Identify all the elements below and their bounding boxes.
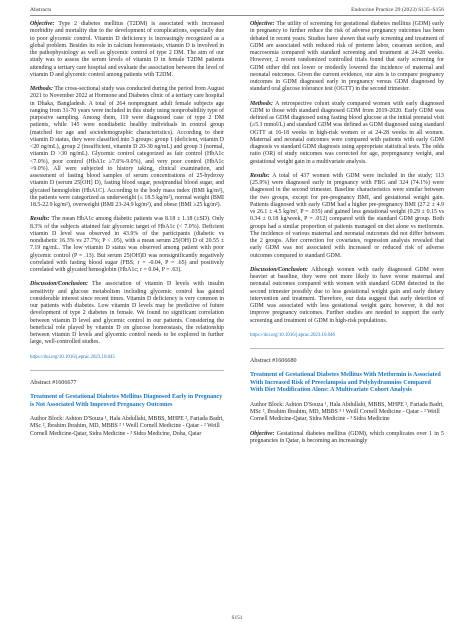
doi-link[interactable]: https://doi.org/10.1016/j.eprac.2023.10.046: [250, 332, 335, 338]
author-block: Author Block: Ashton D'Souza ¹, Hala Abdullahi, MBBS, MHPE ², Fariada Badri, MSc ², Ibrahim Ibrahim, MD, MBBS ³ ¹ Weill Cornell Medicine - Qatar - ² Weill Cornell Medicine-Qatar, Sidra Medicine - ³ Sidra Medicine: [250, 401, 444, 423]
discussion-text: Although women with early diagnosed GDM were heavier at baseline, they were not more likely to have worse maternal and neonatal outcomes compared with women with standard GDM detected in the second trimester possibly due to less gestational weight gain and early dietary intervention and treatment. Therefore, our data suggest that early detection of GDM was associated with less gestational weight gain; however, it did not improve pregnancy outcomes. Further studies are needed to support the early screening and treatment of GDM in high-risk populations.: [250, 266, 444, 324]
abstract-number: Abstract #1606680: [250, 358, 297, 364]
discussion-text: The association of vitamin D levels with insulin sensitivity and glucose metabolism including glycemic control has gained considerable interest since recent times. Vitamin D deficiency is very common in our patients with diabetes. Low vitamin D levels may be predictive of future development of type 2 diabetes in female. We found no significant correlation between vitamin D level and glycemic control in our patients. Considering the beneficial role played by vitamin D on glucose homeostasis, the relationship between vitamin D levels and glycemic control needs to be explored in further large, well-controlled studies.: [30, 281, 224, 346]
doi-link[interactable]: https://doi.org/10.1016/j.eprac.2023.10.045: [30, 354, 115, 360]
methods-paragraph: [30, 86, 224, 209]
right-column: [250, 21, 444, 452]
abstract-divider: [30, 370, 224, 371]
abstract-title: Treatment of Gestational Diabetes Mellitus Diagnosed Early in Pregnancy is Not Associated With Improved Pregnancy Outcomes: [30, 394, 223, 408]
objective-paragraph: [250, 431, 444, 446]
discussion-label: Discussion/Conclusion:: [30, 281, 88, 288]
objective-paragraph: [30, 21, 224, 79]
discussion-label: Discussion/Conclusion:: [250, 266, 308, 273]
author-block: Author Block: Ashton D'Souza ¹, Hala Abdullahi, MBBS, MHPE ², Fariada Badri, MSc ², Ibrahim Ibrahim, MD, MBBS ² ¹ Weill Cornell Medicine - Qatar - ² Weill Cornell Medicine-Qatar, Sidra Medicine - ³ Sidra Medicine, Doha, Qatar: [30, 416, 224, 437]
discussion-paragraph: [30, 281, 224, 346]
abstract-title: Treatment of Gestational Diabetes Mellitus With Metformin is Associated With Increased Risk of Preeclampsia and Polyhydramnios Compared With Diet Modification Alone: A Multivariate Cohort Analysis: [250, 372, 441, 394]
methods-paragraph: [250, 101, 444, 166]
objective-paragraph: [250, 21, 444, 94]
results-text: A total of 437 women with GDM were included in the study; 113 (25.9%) were diagnosed early in pregnancy with FBG and 324 (74.1%) were diagnosed in the second trimester. Baseline characteristics were similar between the two groups, except for pre-pregnancy BMI, and gestational weight gain. Patients diagnosed with early GDM had a higher pre-pregnancy BMI (27.2 ± 4.9 vs 26.1 ± 4.5 kg/m², P = .035) and gained less gestational weight (0.29 ± 0.15 vs 0.34 ± 0.18 kg/week, P = .012) compared with the standard GDM group. Both groups had a similar proportion of patients managed on diet alone vs metformin. The incidence of various maternal and neonatal outcomes did not differ between the 2 groups. After correction for covariates, regression analysis revealed that early GDM was not associated with increased or reduced risk of adverse outcomes compared to standard GDM.: [250, 172, 444, 259]
left-column: [30, 21, 224, 445]
header-divider: [30, 15, 444, 16]
abstract-number: Abstract #1606677: [30, 379, 77, 386]
page-number: S151: [231, 615, 243, 621]
methods-label: Methods:: [30, 86, 53, 92]
objective-label: Objective:: [30, 21, 55, 27]
objective-text: The utility of screening for gestational diabetes mellitus (GDM) early in pregnancy to further reduce the risk of adverse pregnancy outcomes has been debated in recent years. Studies have shown that early screening and treatment of GDM are associated with reduced risk of preterm labor, cesarean section, and macrosomia compared with standard screening and treatment at 24-28 weeks. However, 2 recent randomized controlled trials found that early screening for GDM either did not lower or modestly lowered the incidence of maternal and neonatal outcomes. Given the current evidence, our aim is to compare pregnancy outcomes in GDM diagnosed early in pregnancy versus GDM diagnosed by standard oral glucose tolerance test (OGTT) in the second trimester.: [250, 21, 444, 93]
abstract-divider: [250, 348, 444, 349]
objective-label: Objective:: [250, 21, 275, 27]
results-paragraph: [30, 216, 224, 274]
results-paragraph: [250, 173, 444, 260]
objective-text: Type 2 diabetes mellitus (T2DM) is associated with increased morbidity and mortality due to the development of complications, especially due to poor glycemic control. Vitamin D deficiency is increasingly recognized as a global problem. Besides its role in calcium homeostasis, vitamin D is involved in the pathophysiology as well as glycemic control of type 2 DM. The aim of our study was to assess the serum levels of vitamin D in female T2DM patients attending a tertiary care hospital and evaluate the association between the level of vitamin D and glycemic control among patients with T2DM.: [30, 21, 224, 78]
results-text: The mean HbA1c among diabetic patients was 8.18 ± 1.18 (±SD). Only 8.3% of the subjects attained fair glycemic target of HbA1c (< 7.0%). Deficient vitamin D level was observed in 43.9% of the participants (diabetic vs nondiabetic 16.3% vs 27.7%; P < .05), with a mean serum 25(OH) D of 20.55 ± 7.19 ng/mL. The low vitamin D status was observed among patient with poor glycemic control (P = .13). But serum 25(OH)D was nonsignificantly negatively correlated with fasting blood sugar (FBS; r = -0.04, P = .65) and positively correlated with glycated hemoglobin (HbA1c; r = 0.04, P = .63).: [30, 216, 225, 273]
running-header-left: Abstracts: [30, 7, 52, 13]
methods-text: The cross-sectional study was conducted during the period from August 2021 to November 2022 at Hormone and Diabetes clinic of a tertiary care hospital in Dhaka, Bangladesh. A total of 264 nonpregnant adult female subjects age ranging from 31-70 years were included in this study using nonprobability type of purposive sampling. Among them, 119 were diagnosed case of type 2 DM patients, while 145 were nondiabetic healthy individuals in control group (matched for age and sociodemographic characteristics). According to their vitamin D status, they were classified into 3 groups: group 1 (deficient, vitamin D <20 ng/mL), group 2 (insufficient, vitamin D 20-30 ng/mL) and group 3 (normal, vitamin D >30 ng/mL). Glycemic control categorized as fair control (HbA1c <7.0%), poor control (HbA1c ≥7.0%-9.0%), and very poor control (HbA1c >9.0%). All were subjected to history taking, clinical examination, and assessment of fasting blood samples of serum concentrations of 25-hydroxy vitamin D (serum 25[OH] D), fasting blood sugar, postprandial blood sugar, and glycated hemoglobin (HbA1C). According to the body mass index (BMI kg/m²), the patients were categorized as underweight (≤ 18.5 kg/m²), normal weight (BMI 18.5-22.9 kg/m²), overweight (BMI 23-24.9 kg/m²), and obese (BMI ≥25 kg/m²).: [30, 86, 224, 208]
objective-text: Gestational diabetes mellitus (GDM), which complicates over 1 in 5 pregnancies in Qatar, is becoming an increasingly: [250, 430, 444, 444]
discussion-paragraph: [250, 267, 444, 325]
objective-label: Objective:: [250, 430, 275, 437]
results-label: Results:: [250, 172, 270, 179]
results-label: Results:: [30, 216, 50, 223]
running-header-right: Endocrine Practice 29 (2023) S135–S156: [351, 7, 444, 13]
methods-label: Methods:: [250, 100, 273, 107]
methods-text: A retrospective cohort study compared women with early diagnosed GDM to those with standard diagnosed GDM from 2019-2020. Early GDM was defined as GDM diagnosed using fasting blood glucose at the initial prenatal visit (≥5.1 mmol/L) and standard GDM was defined as GDM diagnosed using standard OGTT at 16-18 weeks in high-risk women or at 24-28 weeks in all women. Maternal and neonatal outcomes were compared with patients with early GDM diagnosis vs standard GDM diagnosis using appropriate statistical tests. The odds ratio (OR) of study outcomes was corrected for age, prepregnancy weight, and gestational weight gain in a multivariate analysis.: [250, 100, 444, 165]
